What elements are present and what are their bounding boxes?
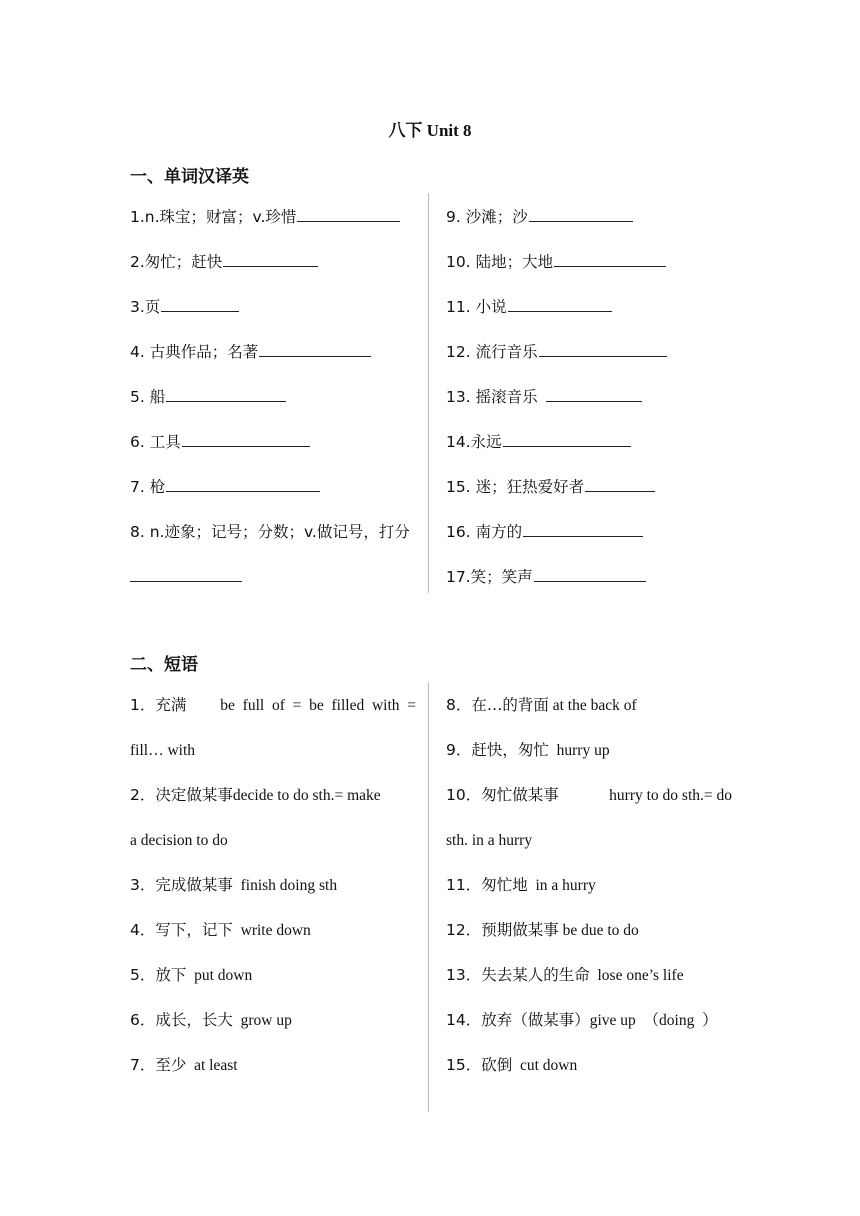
answer-blank[interactable] [554,252,666,267]
phrase-item: 2．决定做某事decide to do sth.= make a decision to do [130,786,381,849]
phrase-item: 5．放下 put down [130,966,253,984]
vocab-item: 15. 迷；狂热爱好者 [446,465,736,510]
phrases-left-column [130,683,416,1088]
vocab-item: 7. 枪 [130,465,420,510]
vocab-item: 14.永远 [446,420,736,465]
vocab-item-continuation [130,555,420,600]
column-divider [428,682,429,1112]
phrase-item: 10．匆忙做某事 hurry to do sth.= do sth. in a hurry [446,786,732,849]
vocab-left-column [130,195,420,600]
phrase-item: 1．充满 be full of = be filled with = fill… with [130,696,416,759]
phrase-item: 11．匆忙地 in a hurry [446,876,596,894]
phrase-item: 8．在…的背面 at the back of [446,696,637,714]
answer-blank[interactable] [223,252,318,267]
phrase-item: 3．完成做某事 finish doing sth [130,876,338,894]
answer-blank[interactable] [166,477,320,492]
vocab-item: 13. 摇滚音乐 [446,375,736,420]
vocab-item: 12. 流行音乐 [446,330,736,375]
answer-blank[interactable] [130,567,242,582]
answer-blank[interactable] [546,387,642,402]
section-heading-phrases: 二、短语 [130,655,198,675]
phrase-item: 13．失去某人的生命 lose one’s life [446,966,684,984]
answer-blank[interactable] [585,477,655,492]
phrase-item: 7．至少 at least [130,1056,238,1074]
vocab-item: 9. 沙滩；沙 [446,195,736,240]
vocab-item: 16. 南方的 [446,510,736,555]
answer-blank[interactable] [539,342,667,357]
phrase-item: 15．砍倒 cut down [446,1056,578,1074]
phrase-item: 9．赶快，匆忙 hurry up [446,741,610,759]
vocab-right-column [446,195,736,600]
answer-blank[interactable] [508,297,612,312]
vocab-item: 1.n.珠宝；财富；v.珍惜 [130,195,420,240]
vocab-item: 5. 船 [130,375,420,420]
answer-blank[interactable] [523,522,643,537]
answer-blank[interactable] [503,432,631,447]
page-title: 八下 Unit 8 [388,121,472,140]
phrase-item: 4．写下，记下 write down [130,921,311,939]
section-heading-vocab: 一、单词汉译英 [130,167,249,187]
phrase-item: 6．成长，长大 grow up [130,1011,292,1029]
vocab-item: 6. 工具 [130,420,420,465]
answer-blank[interactable] [182,432,310,447]
vocab-item: 2.匆忙；赶快 [130,240,420,285]
vocab-item: 17.笑；笑声 [446,555,736,600]
answer-blank[interactable] [529,207,633,222]
answer-blank[interactable] [534,567,646,582]
answer-blank[interactable] [161,297,239,312]
vocab-item: 8. n.迹象；记号；分数；v.做记号，打分 [130,523,410,541]
phrases-right-column [446,683,732,1088]
vocab-item: 4. 古典作品；名著 [130,330,420,375]
vocab-item: 10. 陆地；大地 [446,240,736,285]
answer-blank[interactable] [166,387,286,402]
answer-blank[interactable] [297,207,400,222]
vocab-item: 3.页 [130,285,420,330]
phrase-item: 12．预期做某事 be due to do [446,921,639,939]
vocab-item: 11. 小说 [446,285,736,330]
answer-blank[interactable] [259,342,371,357]
phrase-item: 14．放弃（做某事）give up （doing ） [446,1011,718,1029]
column-divider [428,193,429,593]
